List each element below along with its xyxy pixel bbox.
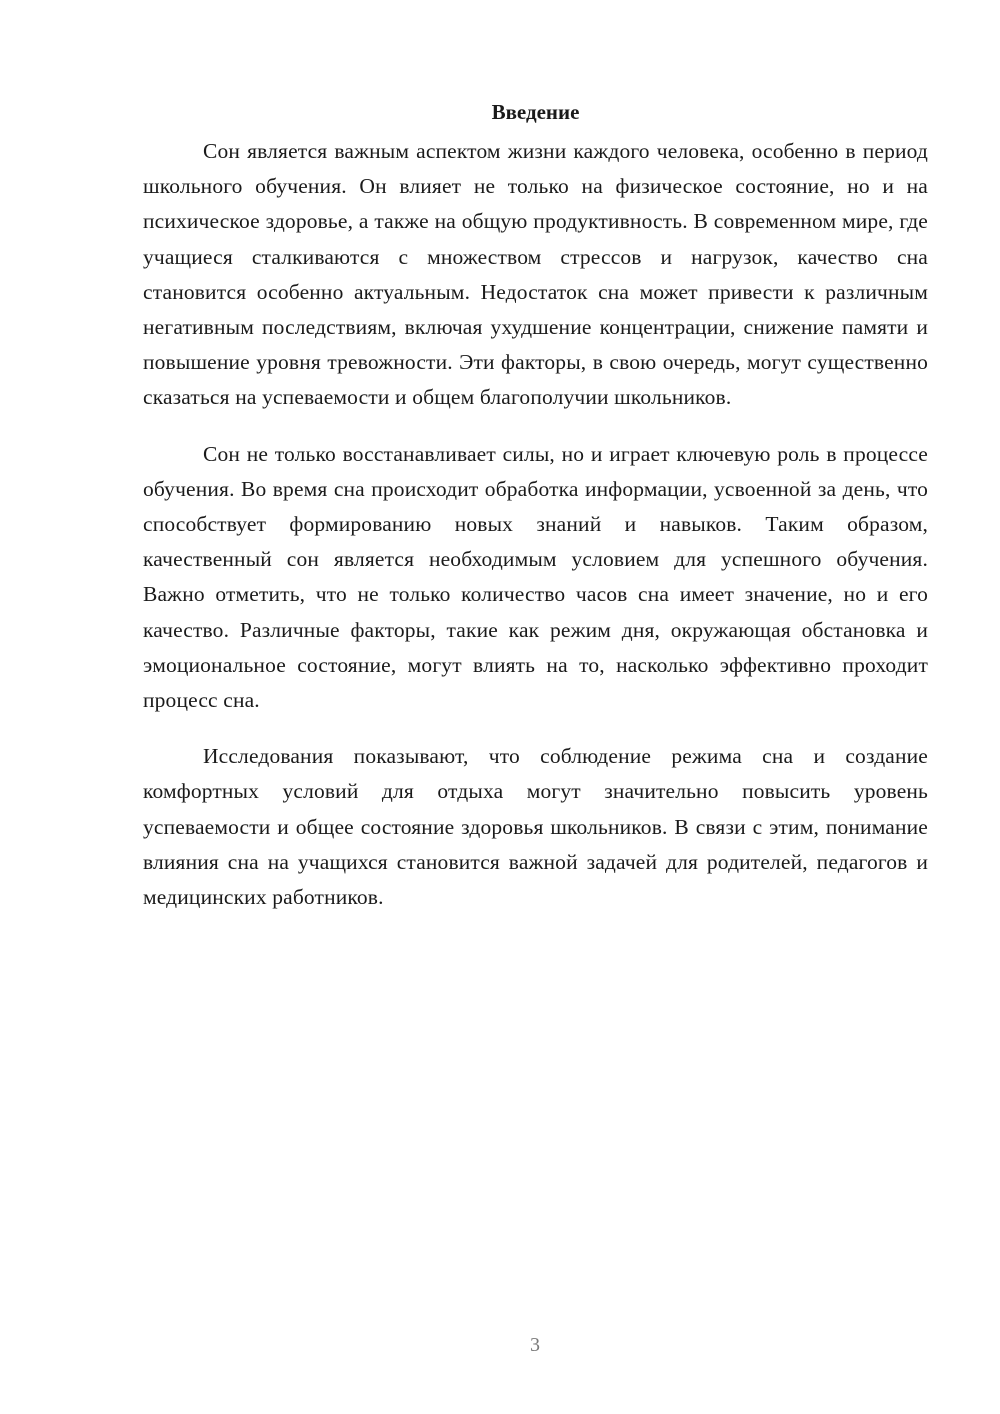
paragraph-1: Сон является важным аспектом жизни каждого человека, особенно в период школьного обучения. Он влияет не только на физическое состояние, но и на психическое здоровье, а также на общую продуктивность. В современном мире, где учащиеся сталкиваются с множеством стрессов и нагрузок, качество сна становится особенно актуальным. Недостаток сна может привести к различным негативным последствиям, включая ухудшение концентрации, снижение памяти и повышение уровня тревожности. Эти факторы, в свою очередь, могут существенно сказаться на успеваемости и общем благополучии школьников.	[143, 139, 928, 410]
page-number: 3	[530, 1334, 540, 1356]
paragraph-3: Исследования показывают, что соблюдение режима сна и создание комфортных условий для отдыха могут значительно повысить уровень успеваемости и общее состояние здоровья школьников. В связи с этим, понимание влияния сна на учащихся становится важной задачей для родителей, педагогов и медицинских работников.	[143, 744, 928, 910]
section-heading: Введение	[491, 100, 580, 124]
paragraph-2: Сон не только восстанавливает силы, но и играет ключевую роль в процессе обучения. Во время сна происходит обработка информации, усвоенной за день, что способствует формированию новых знаний и навыков. Таким образом, качественный сон является необходимым условием для успешного обучения. Важно отметить, что не только количество часов сна имеет значение, но и его качество. Различные факторы, такие как режим дня, окружающая обстановка и эмоциональное состояние, могут влиять на то, насколько эффективно проходит процесс сна.	[143, 441, 928, 713]
page-content	[143, 98, 928, 936]
